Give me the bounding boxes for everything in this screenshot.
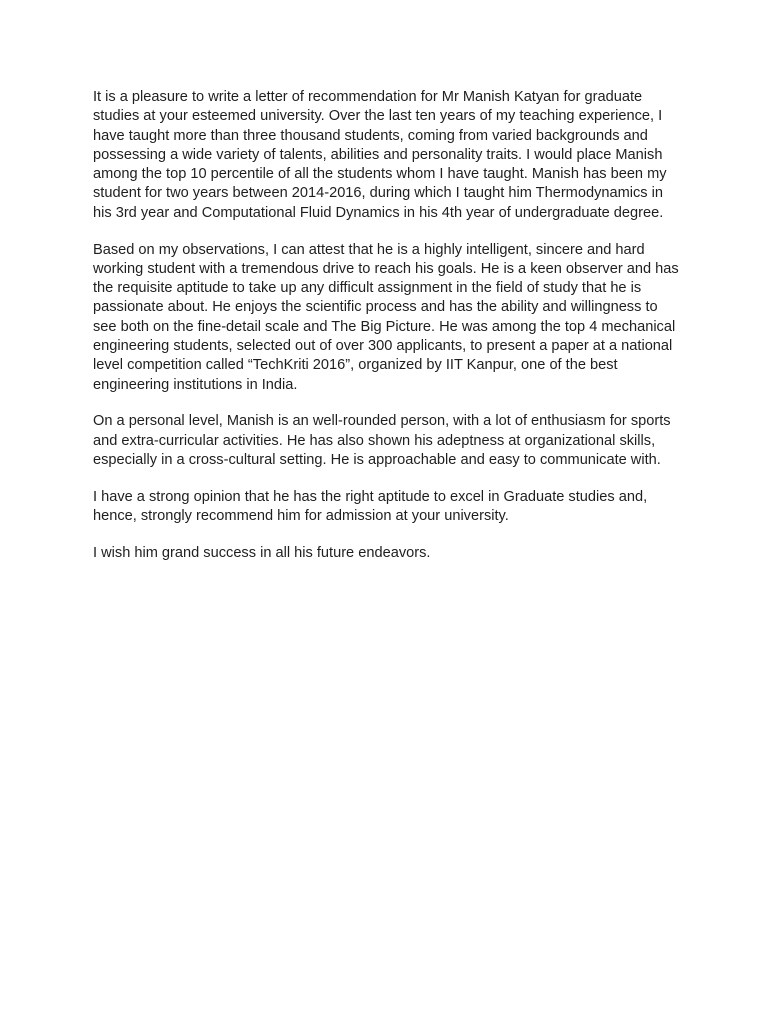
paragraph-observations: Based on my observations, I can attest that he is a highly intelligent, sincere and hard working student with a tremendous drive to reach his goals. He is a keen observer and has the requisite aptitude to take up any difficult assignment in the field of study that he is passionate about. He enjoys the scientific process and has the ability and willingness to see both on the fine-detail scale and The Big Picture. He was among the top 4 mechanical engineering students, selected out of over 300 applicants, to present a paper at a national level competition called “TechKriti 2016”, organized by IIT Kanpur, one of the best engineering institutions in India. bbox=[93, 241, 679, 393]
letter-body bbox=[93, 88, 683, 581]
paragraph-closing: I wish him grand success in all his future endeavors. bbox=[93, 544, 431, 561]
paragraph-introduction: It is a pleasure to write a letter of recommendation for Mr Manish Katyan for graduate studies at your esteemed university. Over the last ten years of my teaching experience, I have taught more than three thousand students, coming from varied backgrounds and possessing a wide variety of talents, abilities and personality traits. I would place Manish among the top 10 percentile of all the students whom I have taught. Manish has been my student for two years between 2014-2016, during which I taught him Thermodynamics in his 3rd year and Computational Fluid Dynamics in his 4th year of undergraduate degree. bbox=[93, 89, 667, 221]
paragraph-personal-level: On a personal level, Manish is an well-rounded person, with a lot of enthusiasm for sports and extra-curricular activities. He has also shown his adeptness at organizational skills, especially in a cross-cultural setting. He is approachable and easy to communicate with. bbox=[93, 413, 671, 469]
paragraph-recommendation: I have a strong opinion that he has the right aptitude to excel in Graduate studies and, hence, strongly recommend him for admission at your university. bbox=[93, 488, 648, 525]
